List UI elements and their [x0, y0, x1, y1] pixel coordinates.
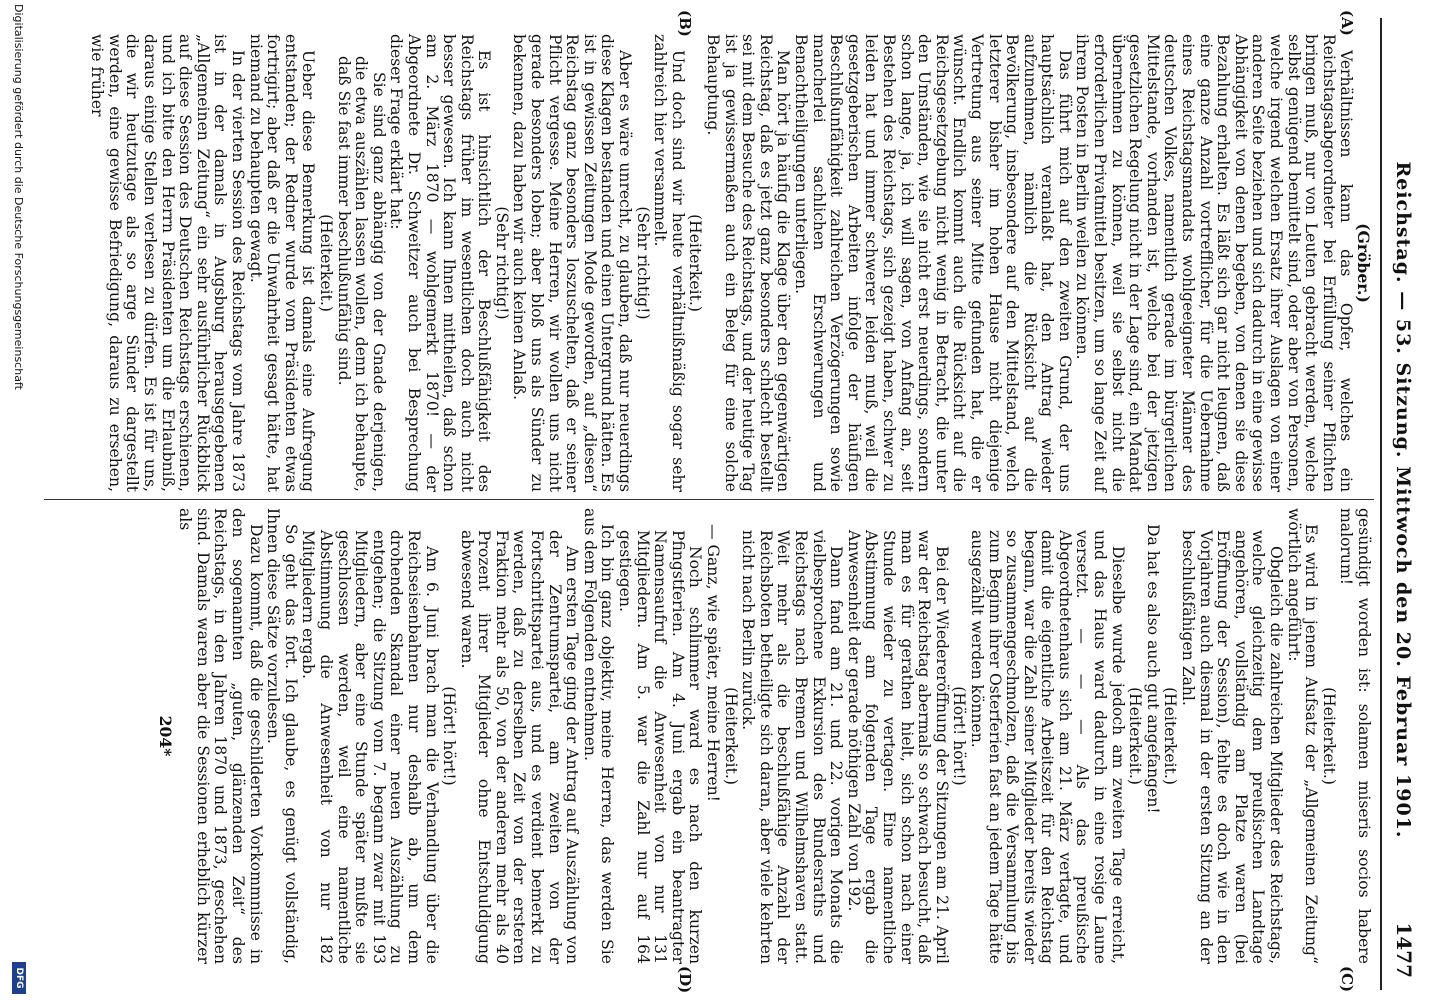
paragraph: Ich bin ganz objektiv, meine Herren, das werden Sie aus dem Folgenden entnehmen.: [580, 508, 617, 964]
paragraph: gesündigt worden ist: solamen miseris socios habere malorum!: [1337, 508, 1373, 964]
quotation: Sie sind ganz abhängig von der Gnade derjenigen, die etwa auszählen lassen wollen, denn ich behaupte, daß Sie fast immer beschlußunfähig sind.: [334, 56, 388, 492]
reaction: (Heiterkeit.): [721, 687, 740, 785]
paragraph: Verhältnissen kann das Opfer, welches ein Reichstagsabgeordneter bei Erfüllung seiner Pflichten bringen muß, nur von Leuten gebracht werden, welche selbst genügend bemittelt sind, oder aber von Personen, welche irgend welchen Ersatz ihrer Auslagen von einer anderen Seite beziehen und sich dadurch in eine gewisse Abhängigkeit von denen begeben, von denen sie diese Bezahlung erhalten. Es läßt sich gar nicht leugnen, daß eine ganze Anzahl vortrefflicher, für die Uebernahme eines Reichstagsmandats wohlgeeigneter Männer des deutschen Volkes, namentlich gerade im bürgerlichen Mittelstande, vorhanden ist, welche bei der jetzigen gesetzlichen Regelung nicht in der Lage sind, ein Mandat übernehmen zu können, weil sie selbst nicht die erforderlichen Privatmittel besitzen, um so lange Zeit auf ihrem Posten in Berlin weilen zu können.: [1073, 34, 1356, 492]
text-column-left: [88, 34, 1372, 492]
funding-note: Digitalisierung gefördert durch die Deutsche Forschungsgemeinschaft: [12, 4, 25, 390]
reaction: (Heiterkeit.): [316, 214, 335, 312]
header-rule: [1380, 18, 1382, 990]
digitization-footer: [7, 0, 29, 1000]
paragraph: — Ganz, wie später, meine Herren!: [704, 524, 723, 802]
paragraph: So geht das fort. Ich glaube, es genügt vollständig, Ihnen diese Sätze vorzulesen.: [264, 508, 300, 964]
quotation: Bei der Wiedereröffnung der Sitzungen am 21. April war der Reichstag abermals so schwach besucht, daß man es für gerathen hielt, sich schon nach einer Stunde wieder zu vertagen. Eine namentliche Abstimmung am folgenden Tage ergab die Anwesenheit der gerade nöthigen Zahl von 192.: [844, 530, 951, 964]
text-column-right: [156, 508, 1372, 964]
reaction: (Hört! hört!): [950, 686, 969, 786]
quotation: Dann fand am 21. und 22. vorigen Monats die vielbesprochene Exkursion des Bundesraths und Reichstags nach Bremen und Wilhelmshaven statt. Weit mehr als die beschlußfähige Anzahl der Reichsboten betheiligte sich daran, aber viele kehrten nicht nach Berlin zurück.: [739, 530, 846, 964]
margin-mark-b: (B): [676, 10, 694, 37]
margin-mark-d: (D): [676, 966, 694, 994]
column-divider: [44, 499, 1374, 500]
running-title: Reichstag. — 53. Sitzung. Mittwoch den 20. Februar 1901.: [1392, 161, 1414, 839]
quotation: Dieselbe wurde jedoch am zweiten Tage erreicht, und das Haus ward dadurch in eine rosige Laune versetzt. — — — Als das preußische Abgeordnetenhaus sich am 21. März vertagte, und damit die eigentliche Arbeitszeit für den Reichstag begann, war die Zahl seiner Mitglieder bereits wieder so zusammengeschmolzen, daß die Versammlung bis zum Beginn ihrer Osterferien fast an jedem Tage hätte ausgezählt werden können.: [967, 530, 1127, 964]
page-header: [1382, 0, 1416, 1000]
page-number: 1477: [1392, 922, 1416, 978]
margin-mark-c: (C): [1338, 966, 1356, 993]
reaction: (Sehr richtig!): [492, 206, 511, 320]
paragraph: In der vierten Session des Reichstags vom Jahre 1873 ist in der damals in Augsburg herausgegebenen „Allgemeinen Zeitung“ ein sehr ausführlicher Rückblick auf diese Session des Deutschen Reichstags erschienen, und ich bitte den Herrn Präsidenten um die Erlaubniß, daraus einige Stellen verlesen zu dürfen. Es ist für uns, die wir heutzutage als so arge Sünder dargestellt werden, eine gewisse Befriedigung, daraus zu ersehen, wie früher: [88, 34, 247, 492]
reaction: (Sehr richtig!): [633, 206, 652, 320]
quotation: Noch schlimmer ward es nach den kurzen Pfingstferien. Am 4. Juni ergab ein beantragter Namensaufruf die Anwesenheit von nur 131 Mitgliedern. Am 5. war die Zahl nur auf 164 gestiegen.: [616, 530, 705, 964]
paragraph: Ueber diese Bemerkung ist damals eine Aufregung entstanden; der Redner wurde vom Präsidenten etwas fortrigirt; aber daß er die Unwahrheit gesagt hätte, hat niemand zu behaupten gewagt.: [246, 34, 318, 492]
paragraph: Aber es wäre unrecht, zu glauben, daß nur neuerdings diese Klagen bestanden und einen Untergrund hätten. Es ist in gewissen Zeitungen Mode geworden, auf „diesen“ Reichstag ganz besonders loszuschelten, daß er seiner Pflicht vergesse. Meine Herren, wir wollen uns nicht gerade besonders loben; aber bloß uns als Sünder zu bekennen, dazu haben wir auch keinen Anlaß.: [510, 34, 635, 492]
reaction: (Heiterkeit.): [1161, 687, 1180, 785]
dfg-logo: DFG: [12, 962, 26, 994]
quotation: Am ersten Tage ging der Antrag auf Auszählung von der Zentrumspartei, am zweiten von der Fortschrittspartei aus, und es verdient bemerkt zu werden, daß zu derselben Zeit von der ersteren Fraktion mehr als 50, von der anderen mehr als 40 Prozent ihrer Mitglieder ohne Entschuldigung abwesend waren.: [457, 530, 582, 964]
paragraph: Dazu kommt, daß die geschilderten Vorkommnisse in den sogenannten „guten, glänzenden Zeit“ des Reichstags, in den Jahren 1870 und 1873, geschehen sind. Damals waren aber die Sessionen erheblich kürzer als: [176, 508, 265, 964]
reaction: (Hört! hört!): [440, 686, 459, 786]
quotation: Obgleich die zahlreichen Mitglieder des Reichstags, welche gleichzeitig dem preußischen Landtage angehören, vollständig am Platze waren (bei Eröffnung der Session), fehlte es doch wie in den Vorjahren auch diesmal in der ersten Sitzung an der beschlußfähigen Zahl.: [1179, 530, 1286, 964]
paragraph: Es wird in jenem Aufsatz der „Allgemeinen Zeitung“ wörtlich angeführt:: [1284, 508, 1321, 964]
paragraph: Und doch sind wir heute verhältnißmäßig sogar sehr zahlreich hier versammelt.: [651, 34, 687, 492]
margin-mark-a: (A): [1338, 10, 1356, 36]
quotation: Am 6. Juni brach man die Verhandlung über die Reichseisenbahnen nur deshalb ab, um dem drohenden Skandal einer neuen Auszählung zu entgehen; die Sitzung vom 7. begann zwar mit 193 Mitgliedern, aber eine Stunde später mußte sie geschlossen werden, weil eine namentliche Abstimmung die Anwesenheit von nur 182 Mitgliedern ergab.: [299, 530, 441, 964]
paragraph: Es ist hinsichtlich der Beschlußfähigkeit des Reichstags früher im wesentlichen doch auch nicht besser gewesen. Ich kann Ihnen mittheilen, daß schon am 2. März 1870 — wohlgemerkt 1870! — der Abgeordnete Dr. Schweitzer auch bei Besprechung dieser Frage erklärt hat:: [387, 34, 494, 492]
paragraph: Man hört ja häufig die Klage über den gegenwärtigen Reichstag, daß es jetzt ganz besonders schlecht bestellt sei mit dem Besuche des Reichstags, und der heutige Tag ist ja gewissermaßen auch ein Beleg für eine solche Behauptung.: [704, 34, 793, 492]
paragraph: Da hat es also auch gut angefangen!: [1143, 524, 1162, 814]
reaction: (Heiterkeit.): [686, 214, 705, 312]
speaker-name: (Gröber.): [1354, 223, 1373, 303]
reaction: (Heiterkeit.): [1126, 687, 1145, 785]
signature-mark: 204*: [155, 715, 175, 757]
paragraph: Das führt mich auf den zweiten Grund, der uns hauptsächlich veranlaßt hat, den Antrag wieder aufzunehmen, nämlich die Rücksicht auf die Bevölkerung, insbesondere auf den Mittelstand, welch letzterer bisher im hohen Hause nicht diejenige Vertretung aus seiner Mitte gefunden hat, die er wünscht. Endlich kommt auch die Rücksicht auf die Reichsgesetzgebung nicht wenig in Betracht, die unter den Umständen, wie sie nicht erst neuerdings, sondern schon lange, ja, ich will sagen, von Anfang an, seit Bestehen des Reichstags, sich gezeigt haben, schwer zu leiden hat und immer schwerer leiden muß, weil die gesetzgeberischen Arbeiten infolge der häufigen Beschlußunfähigkeit zahlreichen Verzögerungen sowie mancherlei sachlichen Erschwerungen und Benachtheiligungen unterliegen.: [792, 34, 1074, 492]
reaction: (Heiterkeit.): [1319, 687, 1338, 785]
